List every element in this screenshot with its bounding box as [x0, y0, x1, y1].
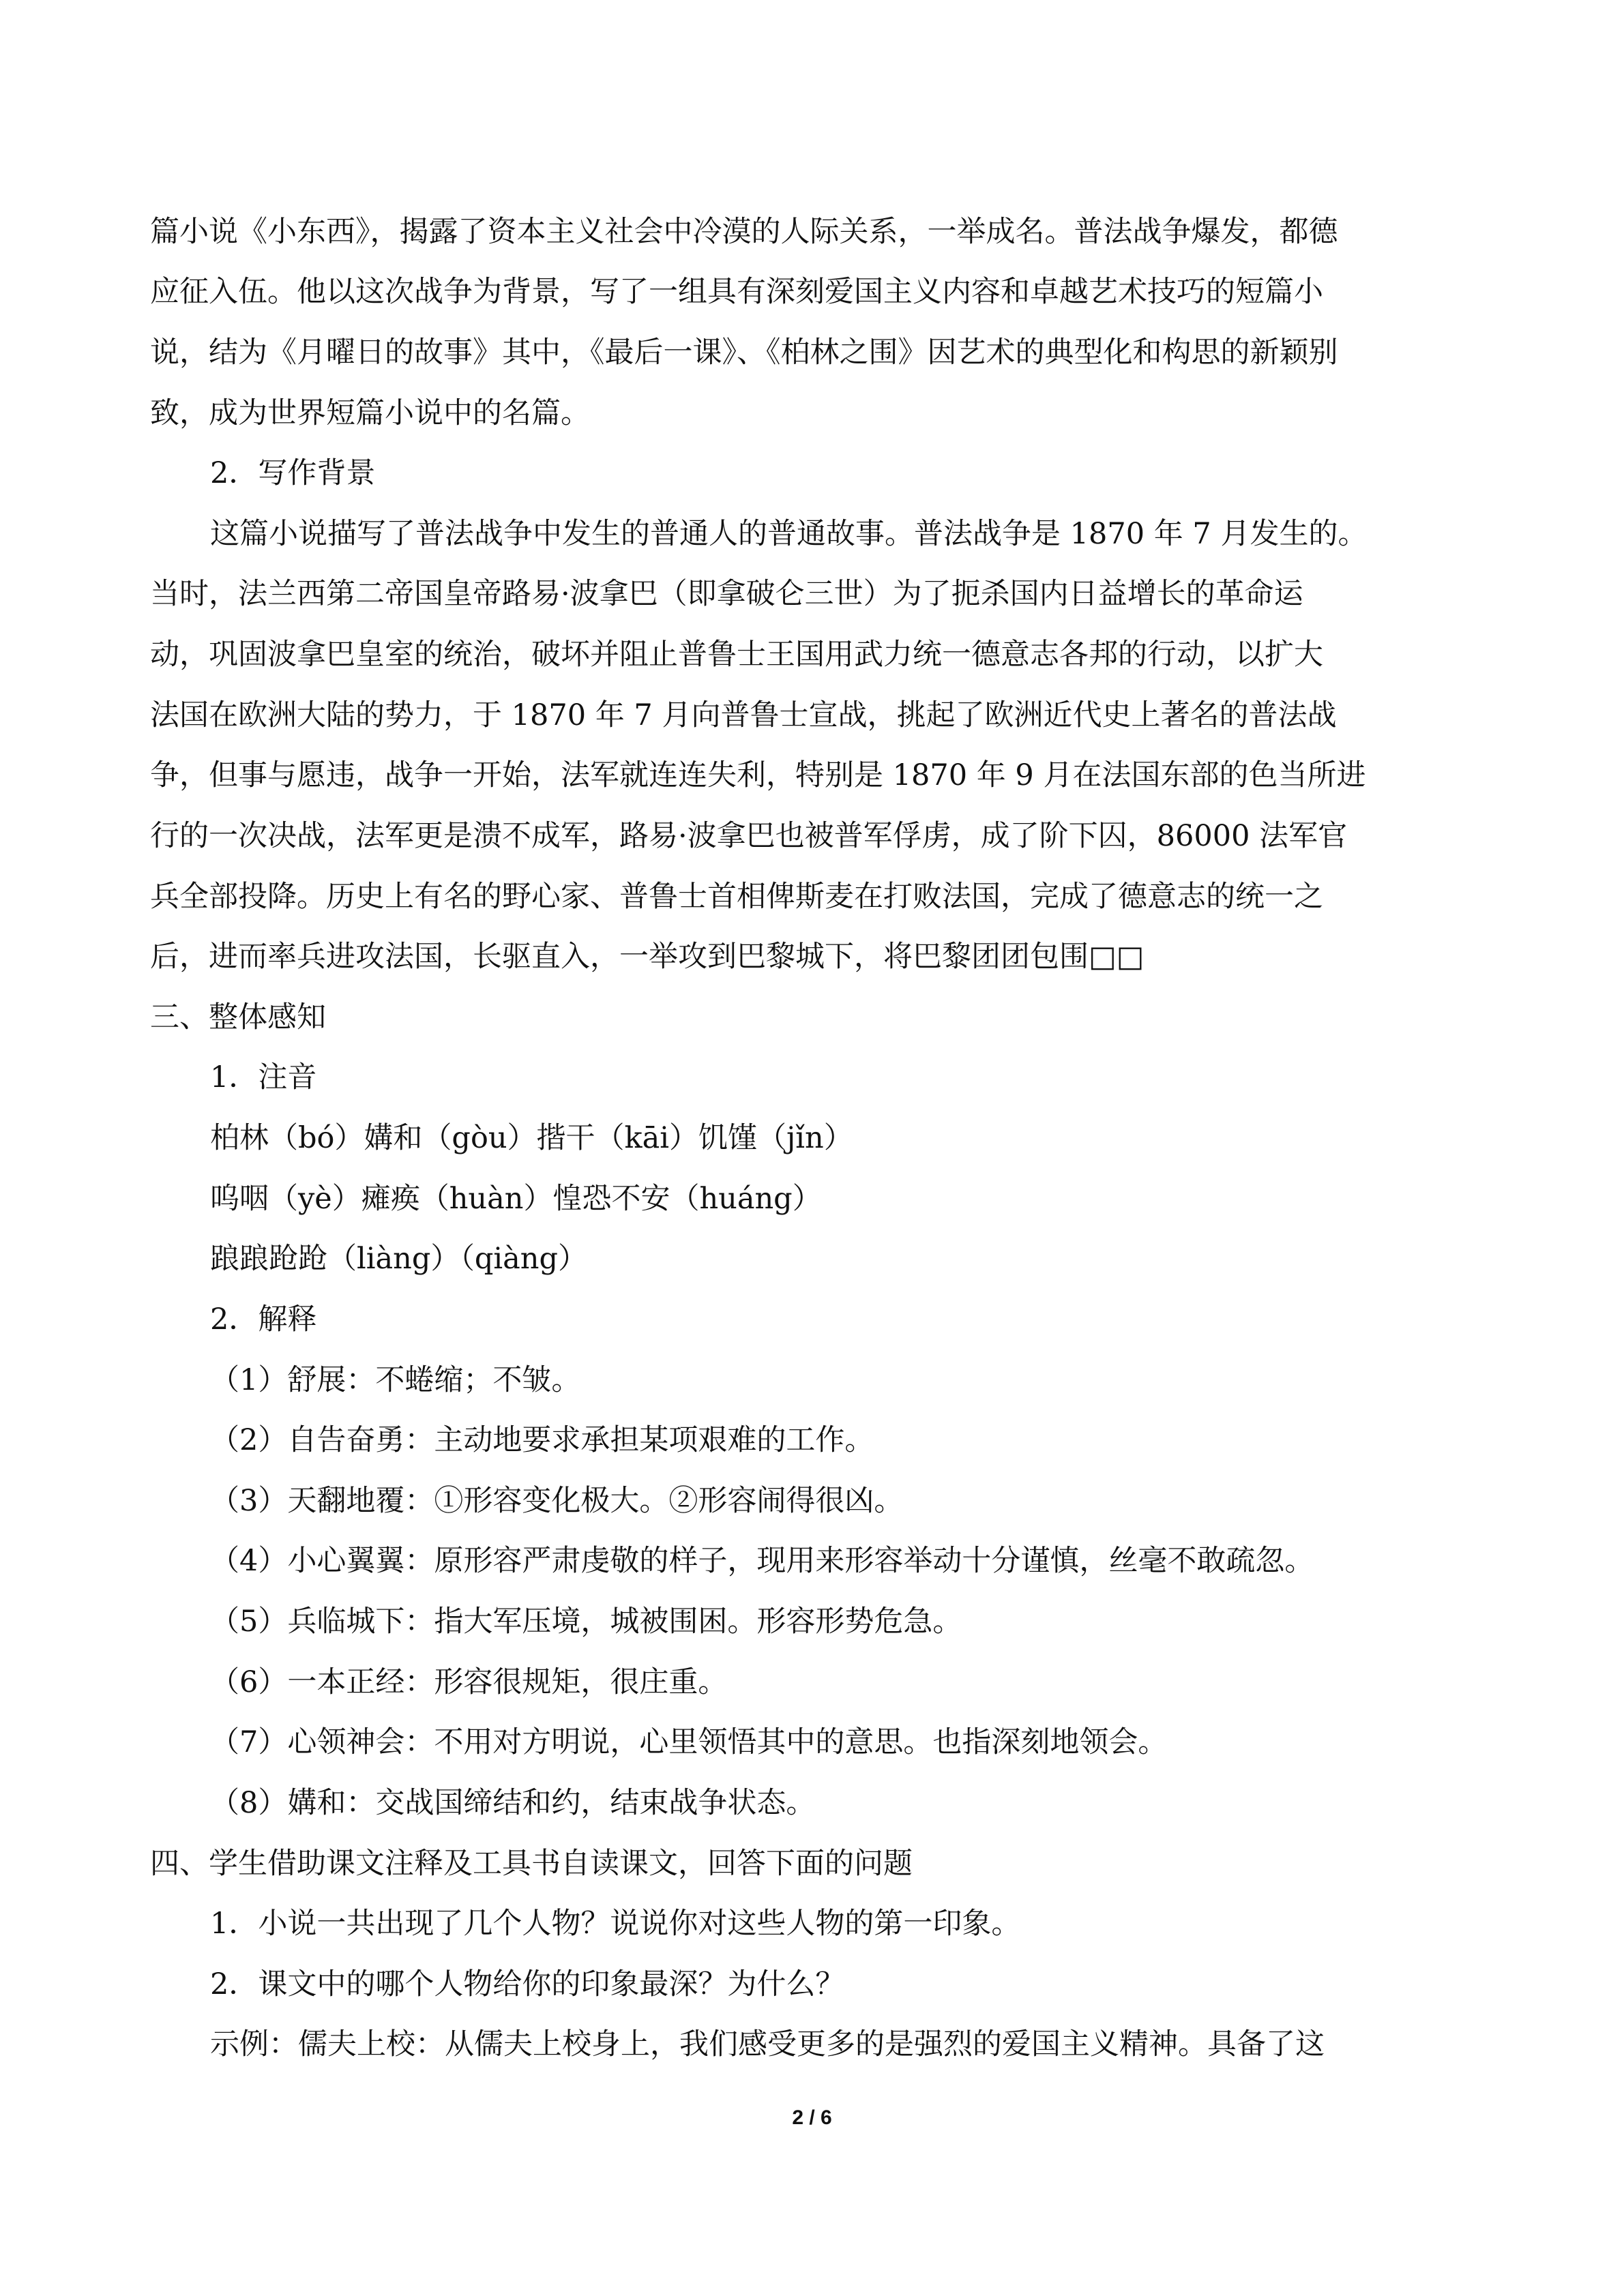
pinyin-line: 呜咽（yè）瘫痪（huàn）惶恐不安（huáng） [210, 1182, 822, 1216]
section-heading: 三、整体感知 [150, 1000, 326, 1034]
text-line: 篇小说《小东西》，揭露了资本主义社会中冷漠的人际关系，一举成名。普法战争爆发，都德 [150, 215, 1338, 249]
text-line: 说，结为《月曜日的故事》其中，《最后一课》、《柏林之围》因艺术的典型化和构思的新颖别 [150, 336, 1338, 370]
question-item: 1．小说一共出现了几个人物？说说你对这些人物的第一印象。 [210, 1907, 1021, 1941]
pinyin-line: 踉踉跄跄（liàng）（qiàng） [210, 1242, 587, 1276]
definition-item: （2）自告奋勇：主动地要求承担某项艰难的工作。 [210, 1423, 874, 1457]
section-heading: 四、学生借助课文注释及工具书自读课文，回答下面的问题 [150, 1847, 913, 1881]
section-subheading: 2．写作背景 [210, 456, 376, 490]
text-line: 致，成为世界短篇小说中的名篇。 [150, 396, 590, 430]
definition-item: （3）天翻地覆：①形容变化极大。②形容闹得很凶。 [210, 1484, 904, 1518]
definition-item: （1）舒展：不蜷缩；不皱。 [210, 1363, 581, 1397]
text-line: 行的一次决战，法军更是溃不成军，路易·波拿巴也被普军俘虏，成了阶下囚，86000 法军官 [150, 819, 1348, 853]
text-line: 这篇小说描写了普法战争中发生的普通人的普通故事。普法战争是 1870 年 7 月发生的。 [210, 517, 1368, 551]
definition-item: （7）心领神会：不用对方明说，心里领悟其中的意思。也指深刻地领会。 [210, 1725, 1168, 1759]
page-number: 2 / 6 [792, 2106, 832, 2129]
definition-item: （4）小心翼翼：原形容严肃虔敬的样子，现用来形容举动十分谨慎，丝毫不敢疏忽。 [210, 1544, 1314, 1578]
text-line: 争，但事与愿违，战争一开始，法军就连连失利，特别是 1870 年 9 月在法国东部的色当所进 [150, 758, 1366, 792]
definition-item: （5）兵临城下：指大军压境，城被围困。形容形势危急。 [210, 1605, 962, 1639]
definition-item: （8）媾和：交战国缔结和约，结束战争状态。 [210, 1786, 816, 1820]
section-subheading: 1．注音 [210, 1060, 317, 1094]
pinyin-line: 柏林（bó）媾和（gòu）揩干（kāi）饥馑（jǐn） [210, 1121, 853, 1155]
question-item: 2．课文中的哪个人物给你的印象最深？为什么？ [210, 1967, 845, 2001]
definition-item: （6）一本正经：形容很规矩，很庄重。 [210, 1665, 728, 1699]
text-line: 动，巩固波拿巴皇室的统治，破坏并阻止普鲁士王国用武力统一德意志各邦的行动，以扩大 [150, 638, 1323, 672]
text-line: 应征入伍。他以这次战争为背景，写了一组具有深刻爱国主义内容和卓越艺术技巧的短篇小 [150, 275, 1323, 309]
text-line: 后，进而率兵进攻法国，长驱直入，一举攻到巴黎城下，将巴黎团团包围□□ [150, 940, 1145, 974]
text-line: 法国在欧洲大陆的势力，于 1870 年 7 月向普鲁士宣战，挑起了欧洲近代史上著名的普法战 [150, 698, 1337, 732]
section-subheading: 2．解释 [210, 1302, 317, 1337]
text-line: 示例：儒夫上校：从儒夫上校身上，我们感受更多的是强烈的爱国主义精神。具备了这 [210, 2027, 1325, 2061]
text-line: 兵全部投降。历史上有名的野心家、普鲁士首相俾斯麦在打败法国，完成了德意志的统一之 [150, 880, 1323, 914]
text-line: 当时，法兰西第二帝国皇帝路易·波拿巴（即拿破仑三世）为了扼杀国内日益增长的革命运 [150, 577, 1303, 611]
